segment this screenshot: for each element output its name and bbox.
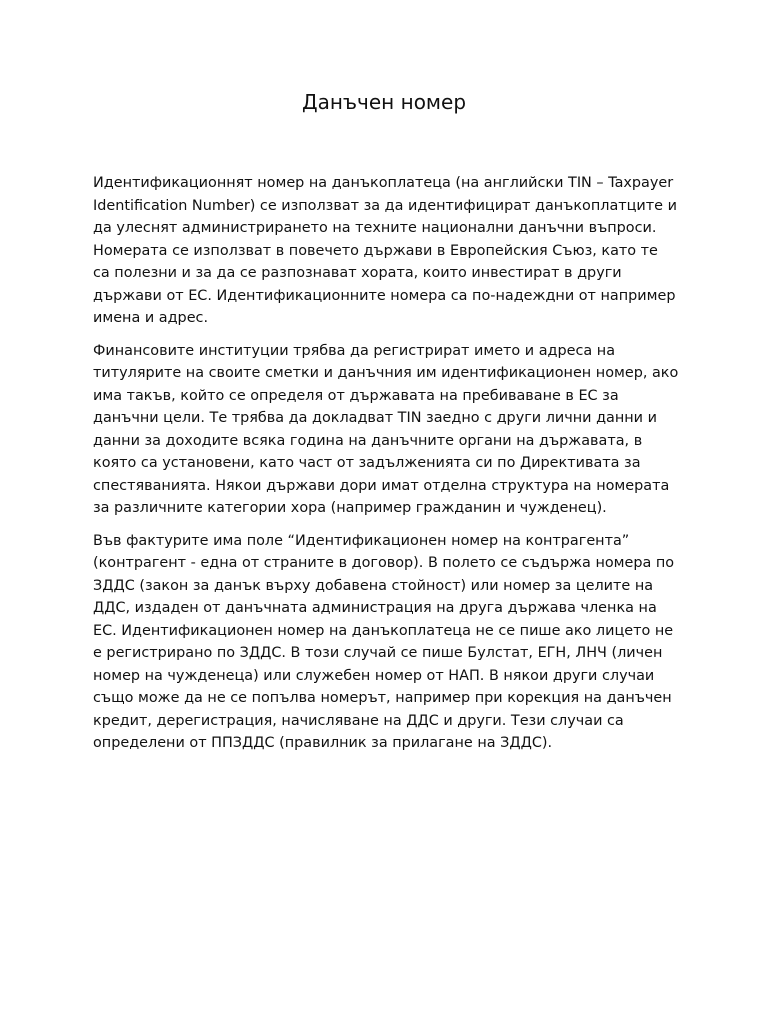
paragraph: Финансовите институции трябва да регистрират името и адреса на титулярите на своите сметки и данъчния им идентификационен номер, ако има такъв, който се определя от държавата на пребиваване в ЕС за данъчни цели. Те трябва да докладват TIN заедно с други лични данни и данни за доходите всяка година на данъчните органи на държавата, в която са установени, като част от задълженията си по Директивата за спестяванията. Някои държави дори имат отделна структура на номерата за различните категории хора (например гражданин и чужденец). bbox=[93, 342, 679, 516]
document-body bbox=[93, 172, 679, 765]
paragraph: Идентификационнят номер на данъкоплатеца (на английски TIN – Taxpayer Identification Number) се използват за да идентифицират данъкоплатците и да улеснят администрирането на техните национални данъчни въпроси. Номерата се използват в повечето държави в Европейския Съюз, като те са полезни и за да се разпознават хората, които инвестират в други държави от ЕС. Идентификационните номера са по-надеждни от например имена и адрес. bbox=[93, 175, 677, 326]
page-title: Данъчен номер bbox=[301, 90, 467, 114]
paragraph: Във фактурите има поле “Идентификационен номер на контрагента” (контрагент - една от страните в договор). В полето се съдържа номера по ЗДДС (закон за данък върху добавена стойност) или номер за целите на ДДС, издаден от данъчната администрация на друга държава членка на ЕС. Идентификационен номер на данъкоплатеца не се пише ако лицето не е регистрирано по ЗДДС. В този случай се пише Булстат, ЕГН, ЛНЧ (личен номер на чужденеца) или служебен номер от НАП. В някои други случаи също може да не се попълва номерът, например при корекция на данъчен кредит, дерегистрация, начисляване на ДДС и други. Тези случаи са определени от ППЗДДС (правилник за прилагане на ЗДДС). bbox=[93, 532, 675, 751]
